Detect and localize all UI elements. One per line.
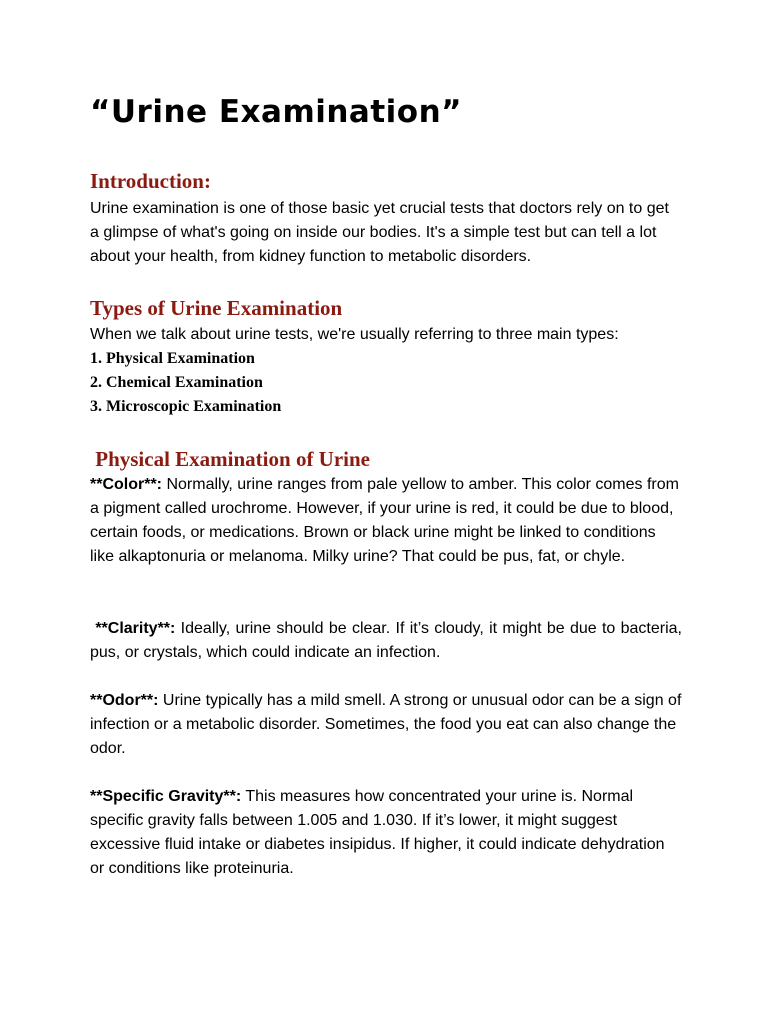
- color-paragraph: [90, 473, 682, 569]
- introduction-paragraph: Urine examination is one of those basic yet crucial tests that doctors rely on to get a glimpse of what's going on inside our bodies. It's a simple test but can tell a lot about your health, from kidney function to metabolic disorders.: [90, 200, 669, 265]
- document-title: “Urine Examination”: [90, 94, 463, 130]
- list-item: 1. Physical Examination: [90, 350, 255, 367]
- list-item: 2. Chemical Examination: [90, 374, 263, 391]
- clarity-label: **Clarity**:: [90, 620, 176, 637]
- types-intro-paragraph: When we talk about urine tests, we're usually referring to three main types:: [90, 326, 619, 343]
- odor-text: Urine typically has a mild smell. A strong or unusual odor can be a sign of infection or a metabolic disorder. Sometimes, the food you eat can also change the odor.: [90, 692, 682, 757]
- color-text: Normally, urine ranges from pale yellow to amber. This color comes from a pigment called urochrome. However, if your urine is red, it could be due to blood, certain foods, or medications. Brown or black urine might be linked to conditions like alkaptonuria or melanoma. Milky urine? That could be pus, fat, or chyle.: [90, 476, 679, 565]
- physical-heading: Physical Examination of Urine: [90, 447, 371, 471]
- clarity-text: Ideally, urine should be clear. If it’s cloudy, it might be due to bacteria, pus, or crystals, which could indicate an infection.: [90, 620, 687, 661]
- odor-label: **Odor**:: [90, 692, 159, 709]
- gravity-paragraph: [90, 785, 682, 881]
- introduction-heading: Introduction:: [90, 169, 211, 193]
- types-heading: Types of Urine Examination: [90, 296, 343, 320]
- color-label: **Color**:: [90, 476, 163, 493]
- gravity-label: **Specific Gravity**:: [90, 788, 242, 805]
- odor-paragraph: [90, 689, 682, 761]
- clarity-paragraph: [90, 617, 687, 665]
- list-item: 3. Microscopic Examination: [90, 398, 282, 415]
- gravity-text: This measures how concentrated your urine is. Normal specific gravity falls between 1.005 and 1.030. If it’s lower, it might suggest excessive fluid intake or diabetes insipidus. If higher, it could indicate dehydration or conditions like proteinuria.: [90, 788, 665, 877]
- types-list: [90, 347, 281, 419]
